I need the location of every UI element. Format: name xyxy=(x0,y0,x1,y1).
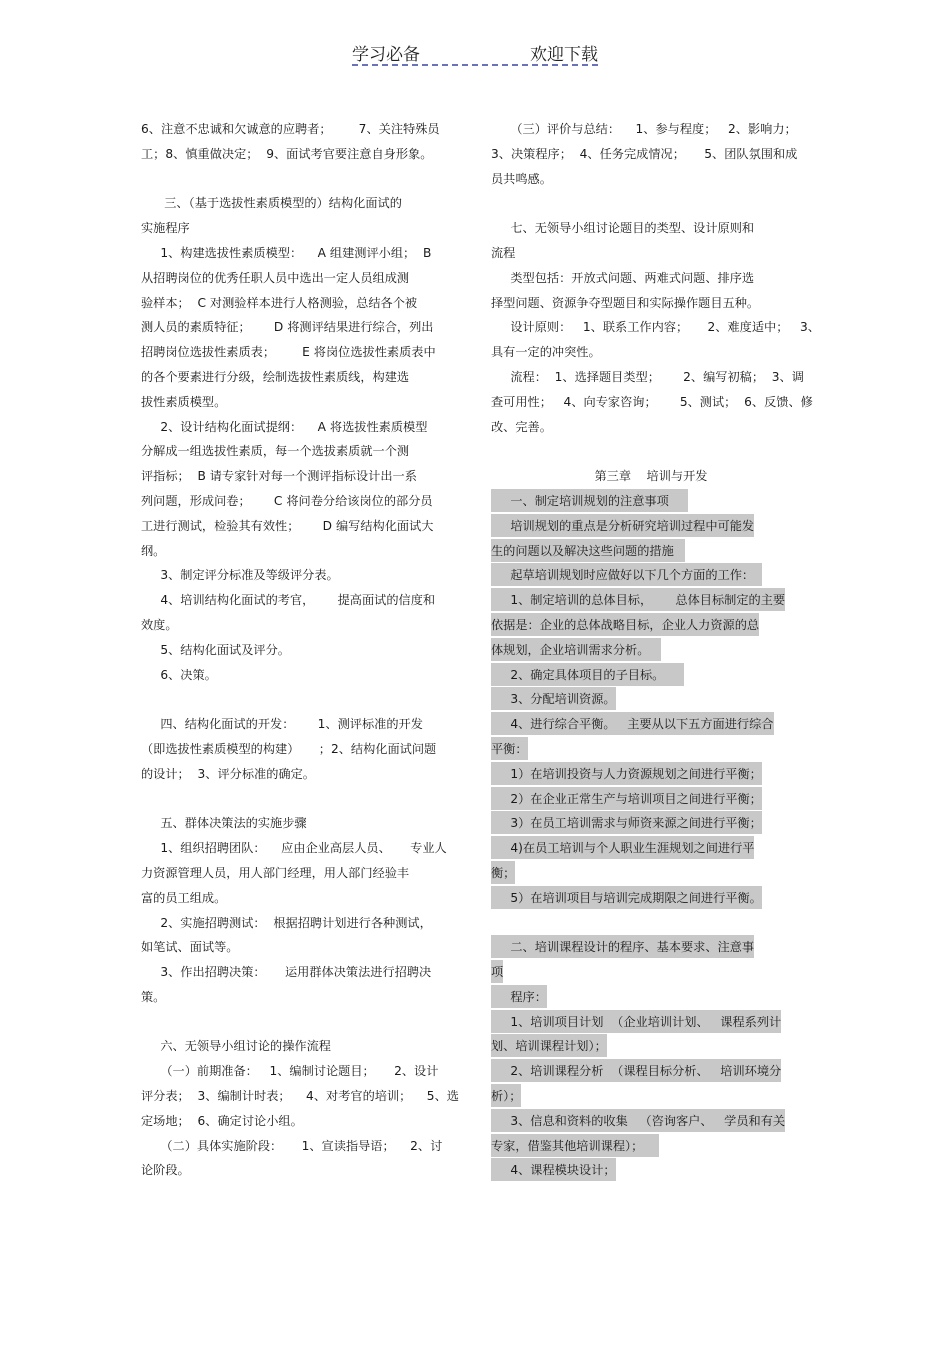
blank-line xyxy=(491,439,811,464)
highlighted-text-line xyxy=(491,1034,811,1059)
highlight-span: 二、培训课程设计的程序、基本要求、注意事 xyxy=(491,935,754,958)
highlight-span: 2、确定具体项目的子目标。 xyxy=(491,663,684,686)
highlight-span: 1、制定培训的总体目标， 总体目标制定的主要 xyxy=(491,588,785,611)
text-line: 效度。 xyxy=(141,617,178,632)
highlight-span: 培训规划的重点是分析研究培训过程中可能发 xyxy=(491,514,754,537)
chapter-heading: 第三章 培训与开发 xyxy=(594,469,708,484)
text-line: 3、制定评分标准及等级评分表。 xyxy=(141,568,339,583)
text-line: 4、培训结构化面试的考官， 提高面试的信度和 xyxy=(141,593,436,608)
text-line: 1、构建选拔性素质模型： A 组建测评小组； B xyxy=(141,245,432,260)
blank-line xyxy=(491,191,811,216)
highlighted-text-line xyxy=(491,687,811,712)
highlighted-text-line xyxy=(491,712,811,737)
text-line: 3、决策程序； 4、任务完成情况； 5、团队氛围和成 xyxy=(491,146,798,161)
highlight-span: 起草培训规划时应做好以下几个方面的工作： xyxy=(491,563,762,586)
text-line: 流程 xyxy=(491,245,516,260)
highlighted-text-line xyxy=(491,1134,811,1159)
text-line: 择型问题、资源争夺型题目和实际操作题目五种。 xyxy=(491,295,760,310)
text-line: 6、注意不忠诚和欠诚意的应聘者； 7、关注特殊员 xyxy=(141,122,440,136)
text-line: 1、组织招聘团队： 应由企业高层人员、 专业人 xyxy=(141,841,447,856)
text-line: 七、无领导小组讨论题目的类型、设计原则和 xyxy=(491,221,755,236)
text-line: 力资源管理人员，用人部门经理，用人部门经验丰 xyxy=(141,865,410,880)
highlight-span: 生的问题以及解决这些问题的措施 xyxy=(491,539,685,562)
text-line: （一）前期准备： 1、编制讨论题目； 2、设计 xyxy=(141,1064,439,1079)
text-line: 论阶段。 xyxy=(141,1163,190,1178)
page-header xyxy=(352,40,598,68)
highlighted-text-line xyxy=(491,985,811,1010)
highlight-span: 专家，借鉴其他培训课程）； xyxy=(491,1134,659,1157)
highlight-span: 5）在培训项目与培训完成期限之间进行平衡。 xyxy=(491,886,762,909)
header-right-text: 欢迎下载 xyxy=(530,45,598,65)
highlight-span: 4、课程模块设计； xyxy=(491,1158,616,1181)
text-line: 四、结构化面试的开发： 1、测评标准的开发 xyxy=(141,717,423,732)
text-line: 改、完善。 xyxy=(491,419,552,434)
highlight-span: 程序： xyxy=(491,985,547,1008)
highlight-span: 3）在员工培训需求与师资来源之间进行平衡； xyxy=(491,811,762,834)
text-line: 流程： 1、选择题目类型； 2、编写初稿； 3、调 xyxy=(491,369,804,384)
highlighted-text-line xyxy=(491,663,811,688)
highlighted-text-line xyxy=(491,1158,811,1183)
header-left-text: 学习必备 xyxy=(352,45,420,65)
right-column xyxy=(491,117,820,1183)
text-line: 2、实施招聘测试： 根据招聘计划进行各种测试， xyxy=(141,915,432,930)
highlight-span: 3、信息和资料的收集 （咨询客户、 学员和有关 xyxy=(491,1109,785,1132)
highlight-span: 项 xyxy=(491,960,503,983)
blank-line xyxy=(141,1010,461,1035)
highlighted-text-line xyxy=(491,1059,811,1084)
highlight-span: 平衡： xyxy=(491,737,528,760)
highlight-span: 析）； xyxy=(491,1084,521,1107)
text-line: 六、无领导小组讨论的操作流程 xyxy=(141,1039,331,1054)
text-line: 员共鸣感。 xyxy=(491,171,552,186)
text-line: 具有一定的冲突性。 xyxy=(491,345,601,360)
highlight-span: 4)在员工培训与个人职业生涯规划之间进行平 xyxy=(491,836,754,859)
highlighted-text-line xyxy=(491,737,811,762)
text-line: 拔性素质模型。 xyxy=(141,394,227,409)
highlight-span: 2、培训课程分析 （课程目标分析、 培训环境分 xyxy=(491,1059,781,1082)
highlighted-text-line xyxy=(491,762,811,787)
text-line: 5、结构化面试及评分。 xyxy=(141,642,290,657)
text-line: 的各个要素进行分级，绘制选拔性素质线，构建选 xyxy=(141,369,410,384)
highlighted-text-line xyxy=(491,638,811,663)
text-line: 策。 xyxy=(141,989,166,1004)
text-line: 查可用性； 4、向专家咨询； 5、测试； 6、反馈、修 xyxy=(491,394,813,409)
blank-line xyxy=(491,911,811,936)
header-dashed-rule xyxy=(352,64,598,66)
text-line: 如笔试、面试等。 xyxy=(141,940,239,955)
highlight-span: 2）在企业正常生产与培训项目之间进行平衡； xyxy=(491,787,762,810)
highlight-span: 衡； xyxy=(491,861,515,884)
highlight-span: 3、分配培训资源。 xyxy=(491,687,616,710)
text-line: 三、（基于选拔性素质模型的）结构化面试的 xyxy=(141,196,402,211)
text-line: 纲。 xyxy=(141,543,166,558)
blank-line xyxy=(141,787,461,812)
highlighted-text-line xyxy=(491,563,811,588)
text-line: 评指标； B 请专家针对每一个测评指标设计出一系 xyxy=(141,469,417,484)
text-line: 2、设计结构化面试提纲： A 将选拔性素质模型 xyxy=(141,419,428,434)
highlight-span: 依据是：企业的总体战略目标，企业人力资源的总 xyxy=(491,613,759,636)
text-line: 列问题，形成问卷； C 将问卷分给该岗位的部分员 xyxy=(141,493,433,508)
text-line: 设计原则： 1、联系工作内容； 2、难度适中； 3、 xyxy=(491,320,820,335)
text-line: 工；8、慎重做决定； 9、面试考官要注意自身形象。 xyxy=(141,146,433,161)
blank-line xyxy=(141,167,461,192)
highlighted-text-line xyxy=(491,935,811,960)
highlighted-text-line xyxy=(491,960,811,985)
highlighted-text-line xyxy=(491,886,811,911)
highlighted-text-line xyxy=(491,836,811,861)
text-line: 实施程序 xyxy=(141,221,190,236)
highlighted-text-line xyxy=(491,1109,811,1134)
text-line: 招聘岗位选拔性素质表； E 将岗位选拔性素质表中 xyxy=(141,345,436,360)
highlight-span: 一、制定培训规划的注意事项 xyxy=(491,489,688,512)
text-line: 评分表； 3、编制计时表； 4、对考官的培训； 5、选 xyxy=(141,1089,459,1104)
highlight-span: 划、培训课程计划）； xyxy=(491,1034,607,1057)
text-line: 定场地； 6、确定讨论小组。 xyxy=(141,1113,303,1128)
highlight-span: 1、培训项目计划 （企业培训计划、 课程系列计 xyxy=(491,1010,781,1033)
highlighted-text-line xyxy=(491,539,811,564)
text-line: 6、决策。 xyxy=(141,667,217,682)
text-line: 3、作出招聘决策： 运用群体决策法进行招聘决 xyxy=(141,965,432,980)
highlighted-text-line xyxy=(491,514,811,539)
text-line: 测人员的素质特征； D 将测评结果进行综合，列出 xyxy=(141,320,434,335)
highlighted-text-line xyxy=(491,787,811,812)
text-line: （即选拔性素质模型的构建） ；2、结构化面试问题 xyxy=(141,741,437,756)
text-line: （三）评价与总结： 1、参与程度； 2、影响力； xyxy=(491,122,797,136)
highlight-span: 4、进行综合平衡。 主要从以下五方面进行综合 xyxy=(491,712,774,735)
highlighted-text-line xyxy=(491,1084,811,1109)
highlight-span: 1）在培训投资与人力资源规划之间进行平衡； xyxy=(491,762,762,785)
text-line: （二）具体实施阶段： 1、宣读指导语； 2、讨 xyxy=(141,1138,443,1153)
highlight-span: 体规划，企业培训需求分析。 xyxy=(491,638,661,661)
highlighted-text-line xyxy=(491,861,811,886)
text-line: 的设计； 3、评分标准的确定。 xyxy=(141,766,315,781)
highlighted-text-line xyxy=(491,613,811,638)
text-line: 富的员工组成。 xyxy=(141,890,227,905)
highlighted-text-line xyxy=(491,1010,811,1035)
left-column xyxy=(141,117,461,1183)
text-line: 分解成一组选拔性素质，每一个选拔素质就一个测 xyxy=(141,444,410,459)
highlighted-text-line xyxy=(491,811,811,836)
blank-line xyxy=(141,687,461,712)
text-line: 类型包括：开放式问题、两难式问题、排序选 xyxy=(491,270,755,285)
highlighted-text-line xyxy=(491,489,811,514)
highlighted-text-line xyxy=(491,588,811,613)
text-line: 从招聘岗位的优秀任职人员中选出一定人员组成测 xyxy=(141,270,410,285)
text-line: 工进行测试，检验其有效性； D 编写结构化面试大 xyxy=(141,518,434,533)
text-line: 五、群体决策法的实施步骤 xyxy=(141,816,307,831)
text-line: 验样本； C 对测验样本进行人格测验，总结各个被 xyxy=(141,295,418,310)
